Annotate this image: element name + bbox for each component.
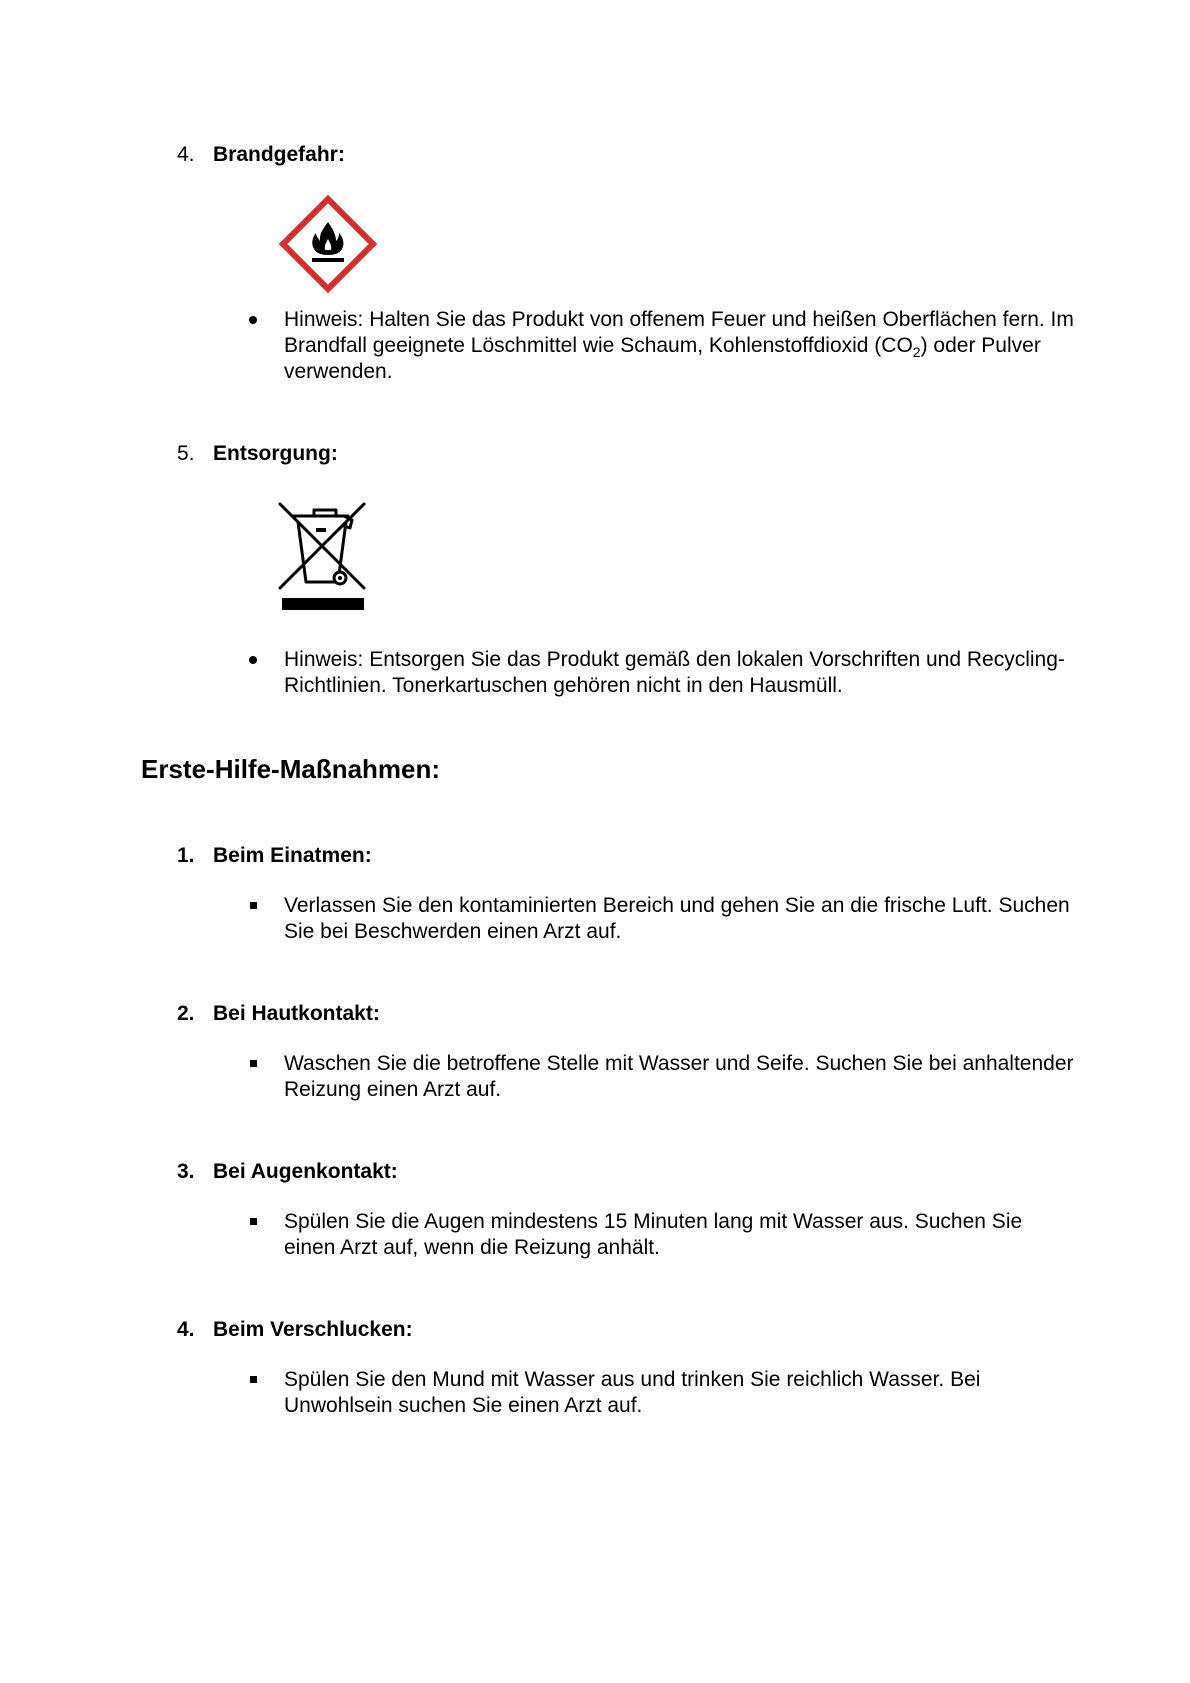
flammable-pictogram-icon	[279, 195, 377, 293]
list-number: 2.	[177, 1002, 195, 1025]
bullet-icon	[250, 1060, 257, 1067]
bullet-icon	[250, 1218, 257, 1225]
first-aid-text-hautkontakt: Waschen Sie die betroffene Stelle mit Wasser und Seife. Suchen Sie bei anhaltender Reizung einen Arzt auf.	[284, 1052, 1074, 1101]
first-aid-text-einatmen: Verlassen Sie den kontaminierten Bereich und gehen Sie an die frische Luft. Suchen Sie bei Beschwerden einen Arzt auf.	[284, 894, 1070, 943]
first-aid-heading-hautkontakt: Bei Hautkontakt:	[213, 1002, 380, 1025]
bullet-icon	[250, 1376, 257, 1383]
list-number: 3.	[177, 1160, 195, 1183]
first-aid-title: Erste-Hilfe-Maßnahmen:	[141, 754, 441, 784]
first-aid-heading-augenkontakt: Bei Augenkontakt:	[213, 1160, 398, 1183]
bullet-icon	[249, 656, 257, 664]
first-aid-text-verschlucken: Spülen Sie den Mund mit Wasser aus und trinken Sie reichlich Wasser. Bei Unwohlsein suchen Sie einen Arzt auf.	[284, 1368, 981, 1417]
bullet-icon	[250, 902, 257, 909]
first-aid-heading-verschlucken: Beim Verschlucken:	[213, 1318, 413, 1341]
first-aid-text-augenkontakt: Spülen Sie die Augen mindestens 15 Minuten lang mit Wasser aus. Suchen Sie einen Arzt auf, wenn die Reizung anhält.	[284, 1210, 1023, 1259]
list-number: 1.	[177, 844, 195, 867]
bullet-icon	[249, 316, 257, 324]
crossed-out-wheelie-bin-icon	[278, 500, 368, 612]
section-heading-brandgefahr: Brandgefahr:	[213, 143, 345, 166]
list-number: 5.	[177, 442, 195, 465]
hazard-note-entsorgung: Hinweis: Entsorgen Sie das Produkt gemäß den lokalen Vorschriften und Recycling-Richtlinien. Tonerkartuschen gehören nicht in den Hausmüll.	[284, 648, 1065, 697]
list-number: 4.	[177, 143, 195, 166]
hazard-note-brandgefahr: Hinweis: Halten Sie das Produkt von offenem Feuer und heißen Oberflächen fern. Im Brandfall geeignete Löschmittel wie Schaum, Kohlenstoffdioxid $(CO_2)$ oder Pulver verwenden.	[284, 308, 1074, 383]
section-heading-entsorgung: Entsorgung:	[213, 442, 338, 465]
list-number: 4.	[177, 1318, 195, 1341]
first-aid-heading-einatmen: Beim Einatmen:	[213, 844, 372, 867]
